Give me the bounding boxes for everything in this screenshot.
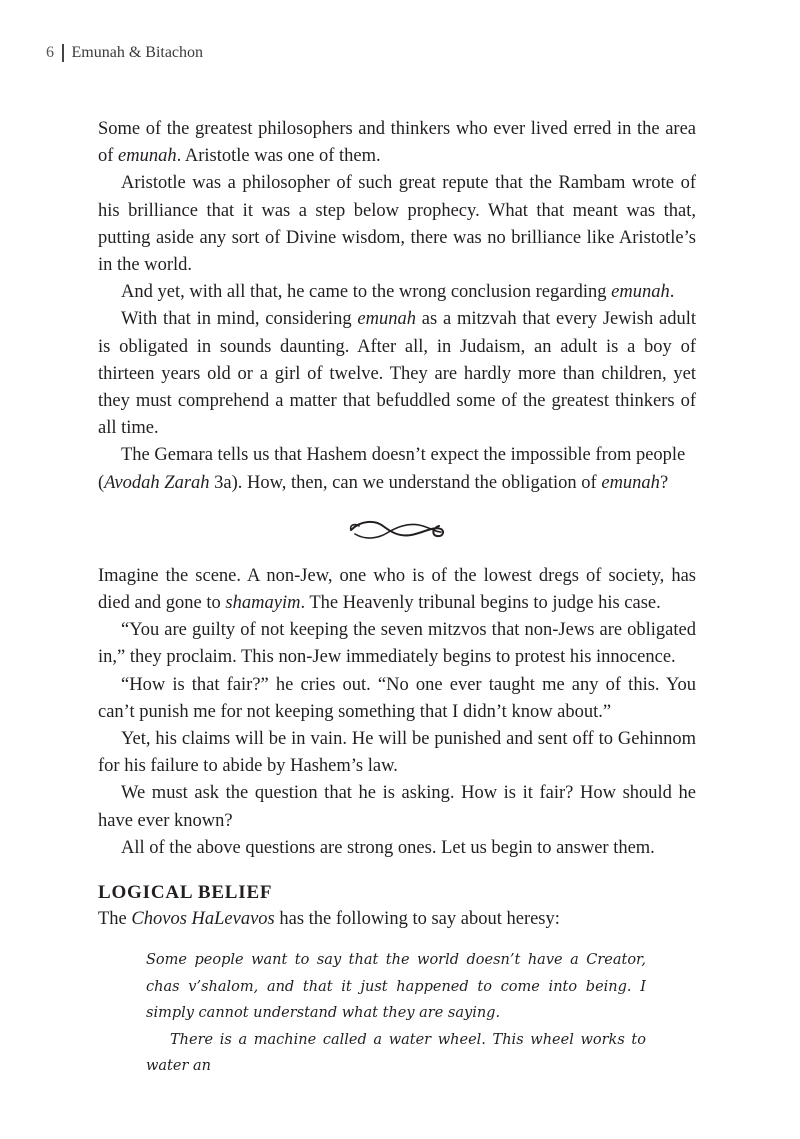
paragraph: Yet, his claims will be in vain. He will be punished and sent off to Gehinnom for his failure to abide by Hashem’s law. xyxy=(98,729,696,777)
paragraph: All of the above questions are strong ones. Let us begin to answer them. xyxy=(121,837,655,858)
paragraph: “You are guilty of not keeping the seven mitzvos that non-Jews are obligated in,” they proclaim. This non-Jew immediately begins to protest his innocence. xyxy=(98,620,696,668)
page-body xyxy=(98,116,696,1080)
flourish-icon xyxy=(347,517,447,543)
page-number: 6 xyxy=(46,44,54,61)
paragraph: Imagine the scene. A non-Jew, one who is of the lowest dregs of society, has died and gone to shamayim. The Heavenly tribunal begins to judge his case. xyxy=(98,565,696,614)
paragraph: Some of the greatest philosophers and thinkers who ever lived erred in the area of emunah. Aristotle was one of them. xyxy=(98,119,696,167)
section-break-ornament xyxy=(98,497,696,563)
paragraph: And yet, with all that, he came to the wrong conclusion regarding emunah. xyxy=(121,282,675,303)
header-divider xyxy=(62,44,64,62)
paragraph: Aristotle was a philosopher of such great repute that the Rambam wrote of his brilliance that it was a step below prophecy. What that meant was that, putting aside any sort of Divine wisdom, there was no brilliance like Aristotle’s in the world. xyxy=(98,173,696,276)
quote-paragraph: Some people want to say that the world doesn’t have a Creator, chas v’shalom, and that it just happened to come into being. I simply cannot understand what they are saying. xyxy=(146,952,646,1022)
book-title: Emunah & Bitachon xyxy=(71,44,204,61)
section-heading: LOGICAL BELIEF xyxy=(98,882,273,904)
block-quote xyxy=(146,947,646,1080)
paragraph: “How is that fair?” he cries out. “No one ever taught me any of this. You can’t punish me for not keeping something that I didn’t know about.” xyxy=(98,674,696,722)
paragraph: The Chovos HaLevavos has the following to say about heresy: xyxy=(98,909,560,930)
paragraph: The Gemara tells us that Hashem doesn’t expect the impossible from people (Avodah Zarah 3a). How, then, can we understand the obligation of emunah? xyxy=(98,445,686,493)
running-header xyxy=(46,44,203,62)
paragraph: With that in mind, considering emunah as a mitzvah that every Jewish adult is obligated in sounds daunting. After all, in Judaism, an adult is a boy of thirteen years old or a girl of twelve. They are hardly more than children, yet they must comprehend a matter that befuddled some of the greatest thinkers of all time. xyxy=(98,309,696,439)
paragraph: We must ask the question that he is asking. How is it fair? How should he have ever known? xyxy=(98,783,696,831)
quote-paragraph: There is a machine called a water wheel. This wheel works to water an xyxy=(146,1031,646,1075)
